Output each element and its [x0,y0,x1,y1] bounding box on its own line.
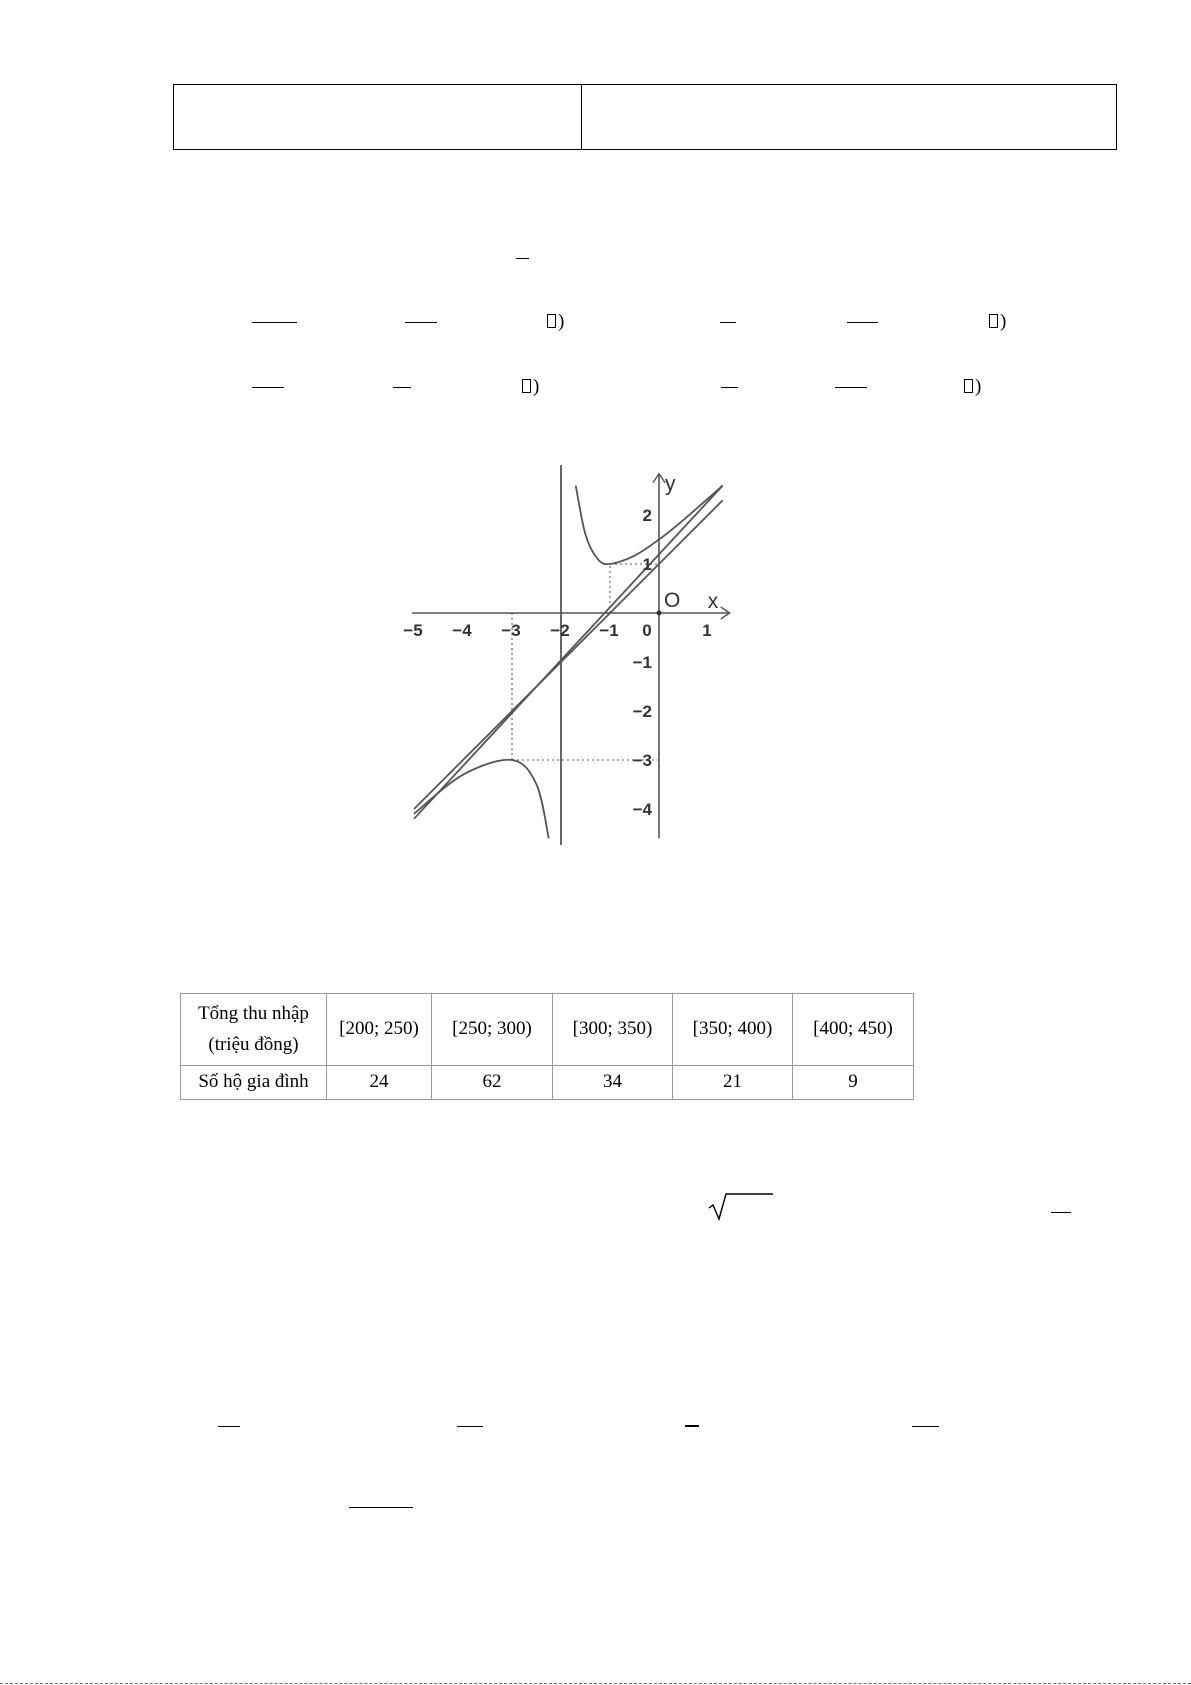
header-table [173,84,1117,150]
x-axis-label: x [707,590,719,613]
x-tick-label: −3 [501,621,521,640]
fraction-bar [912,1426,939,1427]
count-cell: 34 [553,1066,673,1100]
option-paren: ) [989,312,1006,331]
x-tick-label: 1 [702,621,712,640]
box-icon [522,379,531,393]
table-row [181,994,914,1066]
option-paren: ) [522,377,539,396]
fraction-bar [1051,1212,1071,1213]
origin-point [657,611,662,616]
y-tick-label: −1 [632,653,652,672]
tick-labels [403,506,711,819]
fraction-bar [393,387,411,388]
page-bottom-rule [0,1683,1191,1684]
fraction-bar [516,258,529,259]
fraction-bar [685,1425,699,1427]
x-tick-label: −5 [403,621,423,640]
x-tick-label: −2 [550,621,570,640]
y-tick-label: 1 [642,555,652,574]
y-axis-label: y [665,472,676,496]
fraction-bar [847,322,878,323]
graph-line [414,500,723,809]
box-icon [989,314,998,328]
option-paren: ) [547,312,564,331]
graph-curve [414,760,549,839]
header-cell-right [582,85,1117,150]
fraction-bar [405,322,437,323]
fraction-bar [349,1507,413,1508]
fraction-bar [252,322,297,323]
y-tick-label: −2 [632,702,652,721]
fraction-bar [218,1426,240,1427]
interval-cell: [200; 250) [327,994,432,1066]
header-label-cell [181,994,327,1066]
y-tick-label: −4 [632,800,652,819]
count-cell: 24 [327,1066,432,1100]
count-cell: 62 [432,1066,553,1100]
fraction-bar [457,1426,483,1427]
income-table [180,993,914,1100]
header-label-line: Tổng thu nhập [198,1002,309,1024]
x-tick-label: −4 [452,621,472,640]
header-label-line: (triệu đồng) [208,1033,299,1055]
x-tick-label: 0 [642,621,652,640]
function-graph [395,465,735,845]
interval-cell: [350; 400) [673,994,793,1066]
option-paren: ) [964,377,981,396]
fraction-bar [835,387,867,388]
radical-sign-icon [708,1192,774,1222]
box-icon [964,379,973,393]
row-label-cell: Số hộ gia đình [181,1066,327,1100]
header-cell-left [174,85,582,150]
series-group [414,465,723,845]
table-row [181,1066,914,1100]
origin-label: O [664,589,681,612]
count-cell: 21 [673,1066,793,1100]
box-icon [547,314,556,328]
fraction-bar [252,387,284,388]
interval-cell: [400; 450) [793,994,914,1066]
x-tick-label: −1 [599,621,619,640]
interval-cell: [250; 300) [432,994,553,1066]
y-tick-label: −3 [632,751,652,770]
interval-cell: [300; 350) [553,994,673,1066]
count-cell: 9 [793,1066,914,1100]
fraction-bar [721,387,738,388]
graph-line [414,486,723,819]
y-tick-label: 2 [642,506,652,525]
fraction-bar [720,322,736,323]
